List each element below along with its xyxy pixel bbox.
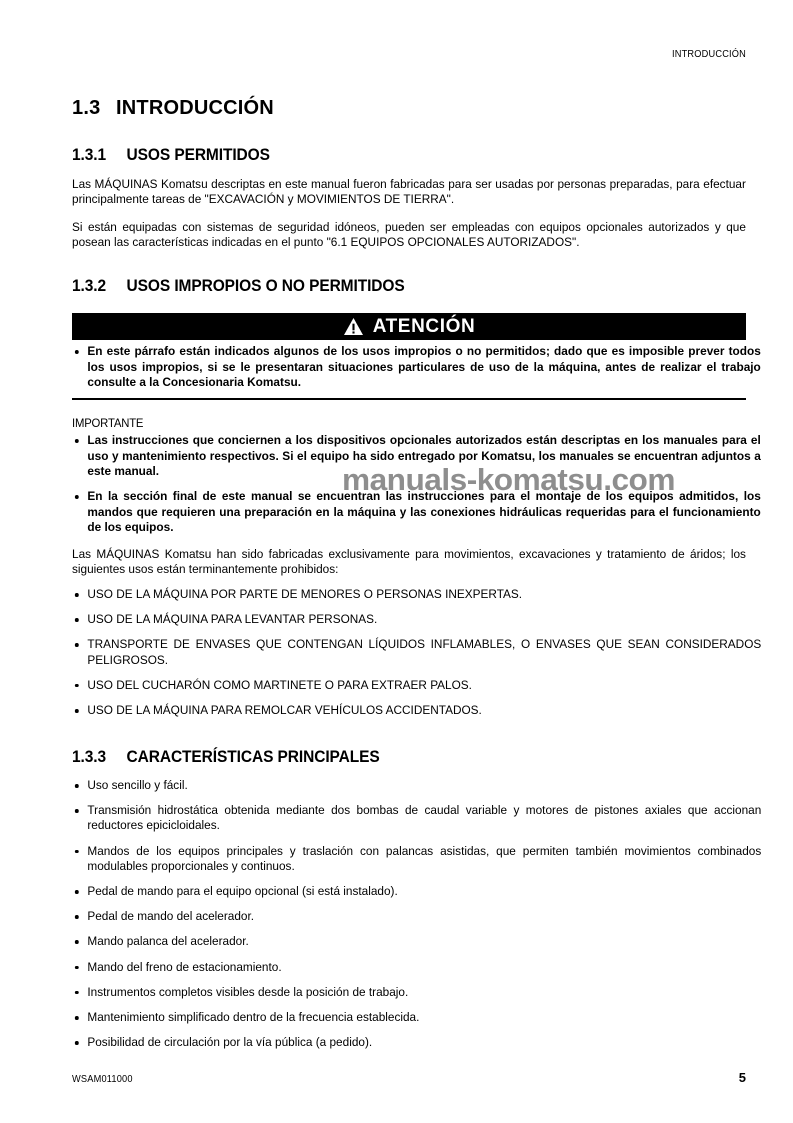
page-number: 5 <box>738 1070 746 1085</box>
section-number: 1.3 <box>72 97 101 119</box>
subsection-heading-133 <box>72 748 706 768</box>
warning-triangle-icon <box>343 317 364 336</box>
subsection-number-131: 1.3.1 <box>72 146 107 164</box>
list-item: Mando del freno de estacionamiento. <box>72 960 761 975</box>
list-item: USO DE LA MÁQUINA POR PARTE DE MENORES O PERSONAS INEXPERTAS. <box>72 587 761 602</box>
subsection-title-133: CARACTERÍSTICAS PRINCIPALES <box>126 748 380 767</box>
list-item: Pedal de mando del acelerador. <box>72 909 761 924</box>
warning-text-list <box>72 344 761 390</box>
important-item: Las instrucciones que conciernen a los dispositivos opcionales autorizados están descriptas en los manuales para el uso y mantenimiento respectivos. Si el equipo ha sido entregado por Komatsu, los manuales se encuentran adjuntos a este manual. <box>72 433 761 479</box>
list-item: Uso sencillo y fácil. <box>72 778 761 793</box>
paragraph-usos-permitidos-2: Si están equipadas con sistemas de seguridad idóneos, pueden ser empleadas con equipos opcionales autorizados y que posean las características indicadas en el punto "6.1 EQUIPOS OPCIONALES AUTORIZADOS". <box>72 220 746 250</box>
list-item: Mandos de los equipos principales y traslación con palancas asistidas, que permiten también movimientos combinados modulables proporcionales y continuos. <box>72 844 761 874</box>
list-item: Mantenimiento simplificado dentro de la frecuencia establecida. <box>72 1010 761 1025</box>
warning-label: ATENCIÓN <box>372 316 476 338</box>
watermark: manuals-komatsu.com <box>342 462 675 497</box>
subsection-title-132: USOS IMPROPIOS O NO PERMITIDOS <box>126 276 405 295</box>
list-item: TRANSPORTE DE ENVASES QUE CONTENGAN LÍQUIDOS INFLAMABLES, O ENVASES QUE SEAN CONSIDERADOS PELIGROSOS. <box>72 637 761 667</box>
subsection-heading-131 <box>72 146 706 166</box>
subsection-heading-132 <box>72 277 706 297</box>
list-item: USO DE LA MÁQUINA PARA REMOLCAR VEHÍCULOS ACCIDENTADOS. <box>72 703 761 718</box>
list-item: Transmisión hidrostática obtenida mediante dos bombas de caudal variable y motores de pistones axiales que accionan reductores epicicloidales. <box>72 803 761 833</box>
document-code: WSAM011000 <box>72 1073 133 1085</box>
page-content <box>72 96 762 1050</box>
paragraph-usos-permitidos-1: Las MÁQUINAS Komatsu descriptas en este manual fueron fabricadas para ser usadas por personas preparadas, para efectuar principalmente tareas de "EXCAVACIÓN y MOVIMIENTOS DE TIERRA". <box>72 176 746 206</box>
features-list <box>72 777 762 1050</box>
prohibited-uses-list <box>72 586 762 718</box>
list-item: USO DEL CUCHARÓN COMO MARTINETE O PARA EXTRAER PALOS. <box>72 678 761 693</box>
warning-banner <box>72 313 746 340</box>
subsection-number-133: 1.3.3 <box>72 748 107 767</box>
section-title: INTRODUCCIÓN <box>116 97 274 119</box>
warning-bottom-rule <box>72 398 746 401</box>
list-item: Mando palanca del acelerador. <box>72 934 761 949</box>
section-heading <box>72 96 746 120</box>
important-label: IMPORTANTE <box>72 416 144 431</box>
list-item: Pedal de mando para el equipo opcional (si está instalado). <box>72 884 761 899</box>
important-item: En la sección final de este manual se encuentran las instrucciones para el montaje de los equipos admitidos, los mandos que requieren una preparación en la máquina y las conexiones hidráulicas requeridas para el funcionamiento de los equipos. <box>72 489 761 535</box>
list-item: USO DE LA MÁQUINA PARA LEVANTAR PERSONAS. <box>72 612 761 627</box>
list-item: Posibilidad de circulación por la vía pública (a pedido). <box>72 1035 761 1050</box>
subsection-number-132: 1.3.2 <box>72 276 107 295</box>
warning-box <box>72 313 761 400</box>
list-item: Instrumentos completos visibles desde la posición de trabajo. <box>72 985 761 1000</box>
page-footer <box>72 1070 746 1085</box>
running-header: INTRODUCCIÓN <box>672 48 746 60</box>
subsection-title-131: USOS PERMITIDOS <box>126 146 270 164</box>
warning-item: En este párrafo están indicados algunos de los usos impropios o no permitidos; dado que es imposible prever todos los usos impropios, si se le presentaran situaciones particulares de uso de la máquina, antes de realizar el trabajo consulte a la Concesionaria Komatsu. <box>72 344 761 390</box>
important-list <box>72 433 761 535</box>
paragraph-prohibidos-intro: Las MÁQUINAS Komatsu han sido fabricadas exclusivamente para movimientos, excavaciones y tratamiento de áridos; los siguientes usos están terminantemente prohibidos: <box>72 546 746 576</box>
